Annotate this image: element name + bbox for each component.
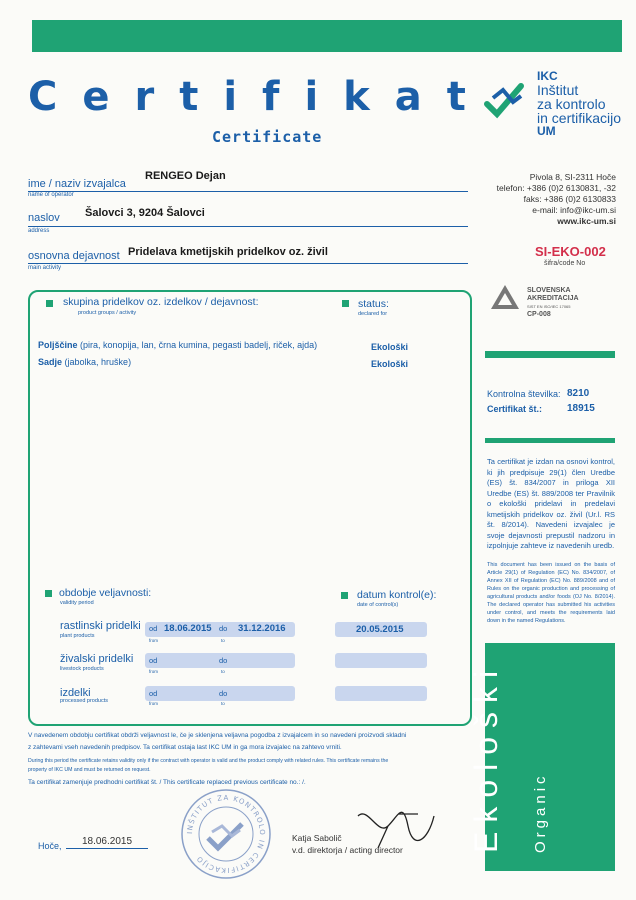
from-label: od bbox=[149, 656, 158, 665]
signatory-name: Katja Sabolič bbox=[292, 833, 342, 843]
validity-row-sub: processed products bbox=[60, 698, 108, 704]
from-sub: from bbox=[149, 638, 158, 643]
status-sub: declared for bbox=[358, 311, 388, 317]
eko-code-label: šifra/code No bbox=[544, 260, 586, 267]
footer-line: z zahtevami vseh navedenih predpisov. Ta certifikat ostaja last IKC UM in ga mora izvajalec na zahtevo vrniti. bbox=[28, 744, 342, 751]
from-sub: from bbox=[149, 701, 158, 706]
product-status: Ekološki bbox=[371, 342, 409, 352]
bullet bbox=[341, 592, 348, 599]
operator-name-sub: name of operator bbox=[28, 192, 74, 198]
organic-banner bbox=[468, 643, 615, 871]
svg-text:INŠTITUT ZA KONTROLO IN CERTIF bbox=[186, 794, 266, 874]
to-label: do bbox=[219, 689, 228, 698]
bullet bbox=[342, 300, 349, 307]
address-sub: address bbox=[28, 228, 50, 234]
product-group-sub: product groups / activity bbox=[78, 310, 137, 316]
validity-row-sub: livestock products bbox=[60, 666, 104, 672]
to-sub: to bbox=[221, 638, 225, 643]
certificate-subtitle: Certificate bbox=[212, 128, 323, 146]
product-row: Poljščine (pira, konopija, lan, črna kumina, pegasti badelj, riček, ajda) bbox=[38, 340, 318, 350]
address-label: naslov bbox=[28, 212, 60, 224]
plant-from: 18.06.2015 bbox=[164, 623, 212, 634]
plant-control-date: 20.05.2015 bbox=[356, 624, 404, 635]
issuer-name: IKC Inštitut za kontrolo in certifikacijo UM bbox=[537, 69, 622, 138]
control-date-label: datum kontrol(e): bbox=[357, 589, 437, 601]
organic-sl-label: Ekološki bbox=[468, 661, 504, 853]
control-number: 8210 bbox=[567, 388, 590, 399]
from-label: od bbox=[149, 689, 158, 698]
plant-to: 31.12.2016 bbox=[238, 623, 286, 634]
top-green-bar bbox=[32, 20, 622, 52]
legal-text-en: This document has been issued on the basis of Article 29(1) of Regulation (EC) No. 834/2007, of Annex XII of Regulation (EC) No. 889/2008 and of Rules on the organic production and processing of agricultural products and/or foods (OJ No. 8/2014). The declared operator has submitted his activities under control, and meets the requirements laid down in the named Regulations. bbox=[487, 562, 615, 624]
status-label: status: bbox=[358, 298, 389, 310]
operator-address: Šalovci 3, 9204 Šalovci bbox=[85, 207, 205, 219]
footer-line: Ta certifikat zamenjuje predhodni certifikat št. / This certificate replaced previous certificate no.: /. bbox=[28, 779, 306, 786]
validity-label: obdobje veljavnosti: bbox=[59, 587, 152, 599]
legal-text-sl: Ta certifikat je izdan na osnovi kontrol, ki jih predpisuje 29(1) člen Uredbe (ES) št. 834/2007 in priloga XII Uredbe (ES) št. 889/2008 ter Pravilnik o ekološki pridelavi in predelavi kmetijskih pridelkov oz. živil (Ur.l. RS št. 8/2014). Navedeni izvajalec je svoje dejavnosti prepustil nadzoru in izpolnjuje zahteve iz navedenih uredb. bbox=[487, 457, 615, 550]
from-label: od bbox=[149, 624, 158, 633]
validity-sub: validity period bbox=[60, 600, 94, 606]
product-row: Sadje (jabolka, hruške) bbox=[38, 357, 132, 367]
from-sub: from bbox=[149, 669, 158, 674]
footer-line: During this period the certificate retains validity only if the contract with operator is valid and the product comply with related rules. This certificate remains the bbox=[28, 758, 389, 764]
validity-row-label: izdelki bbox=[60, 687, 91, 699]
ikc-logo-icon bbox=[485, 78, 525, 122]
operator-activity: Pridelava kmetijskih pridelkov oz. živil bbox=[128, 246, 328, 258]
activity-line bbox=[28, 263, 468, 264]
operator-name-label: ime / naziv izvajalca bbox=[28, 178, 126, 190]
to-label: do bbox=[219, 656, 228, 665]
accreditation-text: SLOVENSKA AKREDITACIJA SIST EN ISO/IEC 17065 CP-008 bbox=[527, 287, 579, 318]
control-date-sub: date of control(s) bbox=[357, 602, 399, 608]
footer-line: V navedenem obdobju certifikat obdrži veljavnost le, če je sklenjena veljavna pogodba z izvajalcem in so navedeni proizvodi skladni bbox=[28, 732, 407, 739]
operator-name: RENGEO Dejan bbox=[145, 170, 226, 182]
bullet bbox=[46, 300, 53, 307]
accreditation-logo-icon bbox=[490, 283, 520, 311]
bullet bbox=[45, 590, 52, 597]
to-sub: to bbox=[221, 669, 225, 674]
control-number-label: Kontrolna številka: bbox=[487, 389, 561, 399]
place-label: Hoče, bbox=[38, 841, 62, 851]
processed-control-field bbox=[335, 686, 427, 701]
cert-number-label: Certifikat št.: bbox=[487, 404, 543, 414]
to-label: do bbox=[219, 624, 228, 633]
official-stamp-icon bbox=[180, 788, 272, 880]
signatory-role: v.d. direktorja / acting director bbox=[292, 845, 403, 855]
organic-en-label: Organic bbox=[532, 772, 549, 853]
livestock-control-field bbox=[335, 653, 427, 668]
right-green-bar-2 bbox=[485, 438, 615, 443]
right-green-bar bbox=[485, 351, 615, 358]
to-sub: to bbox=[221, 701, 225, 706]
footer-line: property of IKC UM and must be returned on request. bbox=[28, 767, 151, 773]
validity-row-label: rastlinski pridelki bbox=[60, 620, 141, 632]
issuer-contact: Pivola 8, SI-2311 Hoče telefon: +386 (0)2 6130831, -32 faks: +386 (0)2 6130833 e-mail: info@ikc-um.si www.ikc-um.si bbox=[496, 172, 616, 226]
product-group-label: skupina pridelkov oz. izdelkov / dejavnost: bbox=[63, 296, 259, 308]
activity-sub: main activity bbox=[28, 265, 62, 271]
validity-row-sub: plant products bbox=[60, 633, 95, 639]
cert-number: 18915 bbox=[567, 403, 595, 414]
product-status: Ekološki bbox=[371, 359, 409, 369]
operator-name-line bbox=[28, 191, 468, 192]
address-line bbox=[28, 226, 468, 227]
eko-code: SI-EKO-002 bbox=[535, 244, 606, 259]
activity-label: osnovna dejavnost bbox=[28, 250, 120, 262]
certificate-title: Certifikat bbox=[28, 74, 491, 120]
issue-date: 18.06.2015 bbox=[66, 836, 148, 849]
validity-row-label: živalski pridelki bbox=[60, 653, 134, 665]
stamp-text: INŠTITUT ZA KONTROLO IN CERTIFIKACIJO bbox=[185, 793, 267, 875]
signature-icon bbox=[348, 796, 440, 852]
